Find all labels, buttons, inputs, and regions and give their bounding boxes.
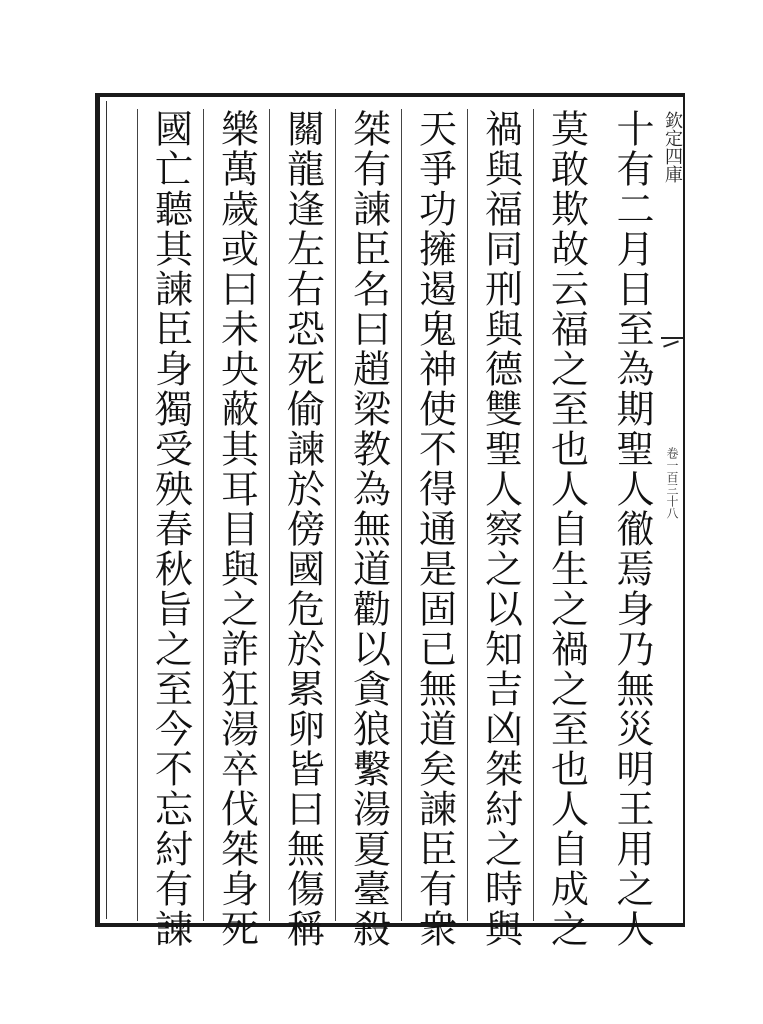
column-text: 樂萬歲或曰未央蔽其耳目與之詐狂湯卒伐桀身死 [214, 109, 259, 949]
text-column-2 [533, 109, 599, 949]
page-margin-strip [661, 93, 683, 927]
column-text: 天爭功擁遏鬼神使不得通是固已無道矣諫臣有衆 [412, 109, 457, 949]
fish-tail-mark [661, 337, 683, 357]
column-text: 桀有諫臣名曰趙梁教為無道勸以貪狼繫湯夏臺殺 [346, 109, 391, 949]
text-column-4 [401, 109, 467, 949]
margin-chapter: 卷一百三十八 [665, 447, 679, 519]
column-text: 國亡聽其諫臣身獨受殃春秋旨之至今不忘紂有諫 [148, 109, 193, 949]
text-column-5 [335, 109, 401, 949]
text-column-6 [269, 109, 335, 949]
text-block [106, 101, 661, 949]
column-text: 關龍逢左右恐死偷諫於傍國危於累卵皆曰無傷稱 [280, 109, 325, 949]
margin-title: 欽定四庫 [662, 111, 683, 183]
text-column-8 [137, 109, 203, 949]
text-column-1 [599, 109, 665, 949]
column-text: 十有二月日至為期聖人徹焉身乃無災明王用之人 [610, 109, 654, 949]
text-column-3 [467, 109, 533, 949]
text-column-7 [203, 109, 269, 949]
column-text: 禍與福同刑與德雙聖人察之以知吉凶桀紂之時與 [478, 109, 523, 949]
page-frame [95, 93, 661, 949]
column-text: 莫敢欺故云福之至也人自生之禍之至也人自成之 [544, 109, 589, 949]
page-right-edge [683, 93, 685, 927]
